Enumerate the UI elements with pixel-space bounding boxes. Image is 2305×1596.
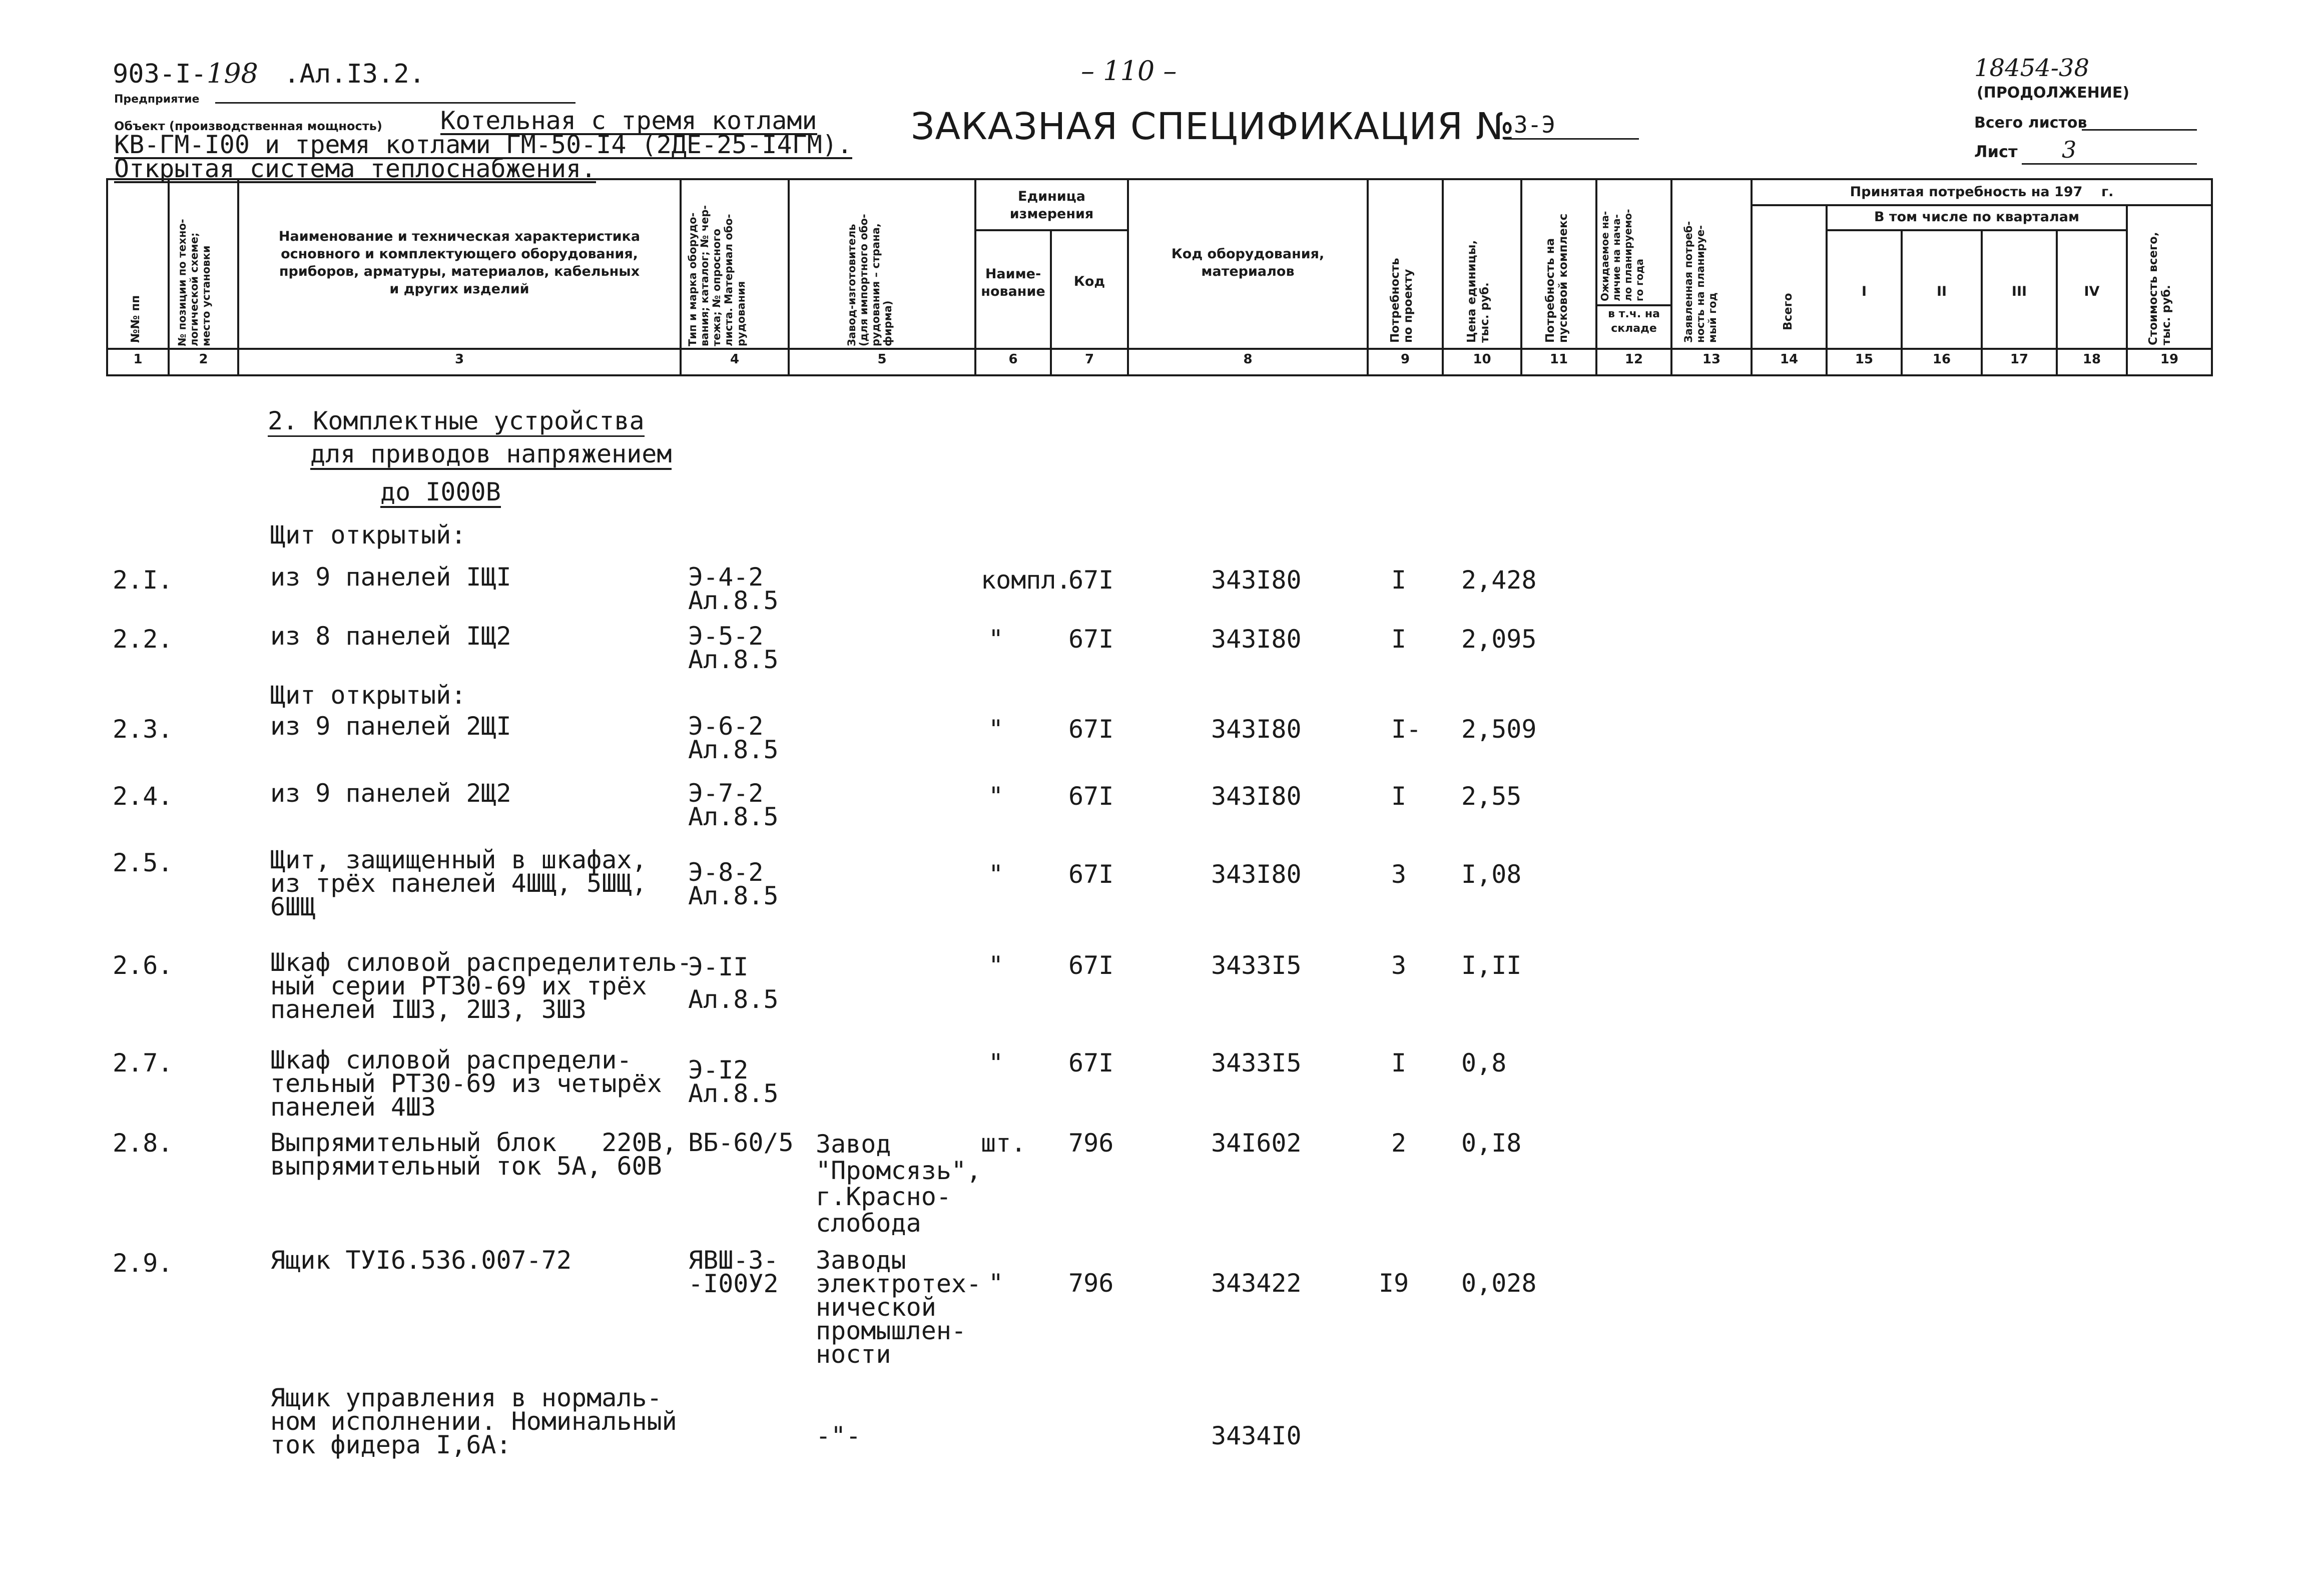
col-number-17: 17 [2010,352,2029,367]
col-number-7: 7 [1084,352,1094,367]
row-description: Шкаф силовой распределитель- ный серии РТЗ0-69 их трёх панелей IШЗ, 2ШЗ, 3ШЗ [270,948,692,1024]
col-number-11: 11 [1549,352,1568,367]
row-unit-code: 67I [1068,566,1114,595]
row-unit: " [988,625,1004,654]
doc-code-handwritten: 198 [206,58,258,89]
row-unit-code: 67I [1068,625,1114,654]
col-header-expected: Ожидаемое на- личие на нача- ло планируемо- го года [1599,209,1645,301]
row-description: из 9 панелей 2ЩI [270,712,511,741]
col-number-19: 19 [2160,352,2179,367]
row-price: 0,I8 [1461,1129,1522,1158]
row-unit: " [988,1048,1004,1078]
col-number-16: 16 [1932,352,1951,367]
continuation-label: (ПРОДОЛЖЕНИЕ) [1977,84,2130,102]
col-header-total: Всего [1782,293,1795,330]
object-label: Объект (производственная мощность) [114,119,382,133]
spec-number: 3-Э [1504,111,1639,140]
row-unit: " [988,715,1004,744]
row-quantity: 2 [1391,1129,1407,1158]
col-header-unit-code: Код [1073,274,1105,289]
col-header-cost: Стоимость всего, тыс. руб. [2147,232,2173,345]
album-ref: .Ал.I3.2. [284,59,425,89]
row-price: 0,028 [1461,1269,1537,1298]
row-description: Ящик ТУI6.536.007-72 [270,1246,572,1275]
section-title-line-1 [268,406,645,435]
row-code: 34I602 [1211,1129,1302,1158]
col-number-1: 1 [133,352,143,367]
spec-title: ЗАКАЗНАЯ СПЕЦИФИКАЦИЯ № [911,105,1515,148]
col-number-18: 18 [2082,352,2101,367]
row-unit-code: 67I [1068,715,1114,744]
row-quantity: I9 [1379,1269,1409,1298]
row-price: 2,55 [1461,782,1522,811]
row-quantity: I- [1391,715,1422,744]
row-quantity: I [1391,566,1407,595]
section-title-line-2: для приводов напряжением [310,440,672,470]
col-header-need: Потребность по проекту [1389,258,1415,343]
row-type: Э-II Ал.8.5 [688,952,779,1014]
col-number-4: 4 [730,352,740,367]
row-code: 3433I5 [1211,951,1302,980]
row-number: 2.I. [113,566,173,595]
object-line-1: Котельная с тремя котлами [440,106,817,135]
quarter-2-header: II [1936,284,1947,299]
row-number: 2.5. [113,848,173,877]
row-quantity: 3 [1391,860,1407,889]
col-header-in-stock: в т.ч. на складе [1608,308,1660,335]
col-header-num: №№ пп [129,295,142,343]
col-header-position: № позиции по техно- логической схеме; место установки [176,219,213,346]
row-code: 343422 [1211,1269,1302,1298]
col-number-2: 2 [199,352,208,367]
section-title-line-3: до I000В [380,478,501,508]
col-number-14: 14 [1780,352,1799,367]
col-header-description: Наименование и техническая характеристика основного и комплектующего оборудования, приборов, арматуры, материалов, кабельных и других изделий [278,229,641,297]
col-number-15: 15 [1855,352,1874,367]
col-header-declared: Заявленная потреб- ность на планируе- мый год [1682,221,1719,343]
row-code: 3434I0 [1211,1421,1302,1450]
col-number-5: 5 [877,352,887,367]
row-quantity: I [1391,782,1407,811]
row-type: Э-4-2 Ал.8.5 [688,563,779,615]
col-header-price: Цена единицы, тыс. руб. [1465,240,1492,343]
row-description: Шкаф силовой распредели- тельный РТЗ0-69 из четырёх панелей 4ШЗ [270,1045,662,1122]
col-header-unit-name: Наиме- нование [981,266,1045,300]
top-right-code: 18454-38 [1974,54,2089,82]
enterprise-label: Предприятие [114,93,200,106]
sheet-label: Лист [1974,142,2018,161]
page-number: – 110 – [1081,55,1177,87]
col-header-type: Тип и марка оборудо- вания; каталог; № чер- тежа; № опросного листа. Материал обо- рудования [687,205,747,346]
doc-code-prefix: 903-I- [113,59,207,89]
row-unit-code: 796 [1068,1269,1114,1298]
object-line-3: Открытая система теплоснабжения. [114,154,597,183]
row-code: 3433I5 [1211,1048,1302,1078]
row-description: Ящик управления в нормаль- ном исполнении. Номинальный ток фидера I,6А: [270,1383,677,1459]
row-price: I,08 [1461,860,1522,889]
row-description: из 9 панелей 2Щ2 [270,779,511,808]
subheading-open-panel-2: Щит открытый: [270,681,466,710]
section-title-text-1: 2. Комплектные устройства [268,406,645,437]
row-unit-code: 796 [1068,1129,1114,1158]
row-code: 343I80 [1211,625,1302,654]
col-number-12: 12 [1624,352,1643,367]
unit-group-header: Единица измерения [1009,189,1094,222]
row-maker: Заводы электротех- нической промышлен- ности [816,1246,982,1369]
row-unit-code: 67I [1068,1048,1114,1078]
quarter-4-header: IV [2084,284,2100,299]
col-number-3: 3 [454,352,464,367]
row-number: 2.6. [113,951,173,980]
total-sheets-label: Всего листов [1974,114,2087,132]
row-price: I,II [1461,951,1522,980]
row-unit: шт. [981,1129,1026,1158]
row-quantity: I [1391,625,1407,654]
row-code: 343I80 [1211,860,1302,889]
row-type: Э-8-2 Ал.8.5 [688,858,779,910]
row-maker: Завод "Промсязь", г.Красно- слобода [816,1130,982,1238]
sheet-number: 3 [2022,136,2197,165]
row-unit: компл. [981,566,1071,595]
row-unit-code: 67I [1068,782,1114,811]
row-price: 2,428 [1461,566,1537,595]
row-type: Э-7-2 Ал.8.5 [688,779,779,831]
row-type: Э-I2 Ал.8.5 [688,1055,779,1108]
row-number: 2.8. [113,1129,173,1158]
quarter-1-header: I [1861,284,1867,299]
row-number: 2.4. [113,782,173,811]
row-code: 343I80 [1211,715,1302,744]
row-unit-code: 67I [1068,951,1114,980]
quarters-group-header: В том числе по кварталам [1874,209,2080,225]
row-unit: " [988,951,1004,980]
col-header-code: Код оборудования, материалов [1171,246,1325,280]
col-number-9: 9 [1400,352,1410,367]
row-number: 2.3. [113,715,173,744]
row-price: 2,095 [1461,625,1537,654]
row-type: ЯВШ-3- -I00У2 [688,1246,779,1298]
row-number: 2.2. [113,625,173,654]
col-header-maker: Завод-изготовитель (для импортного обо- рудования – страна, фирма) [846,214,894,346]
row-price: 2,509 [1461,715,1537,744]
row-unit-code: 67I [1068,860,1114,889]
col-header-startup: Потребность на пусковой комплекс [1544,213,1570,343]
row-description: Выпрямительный блок 220В, выпрямительный ток 5А, 60В [270,1128,677,1181]
row-number: 2.7. [113,1048,173,1078]
col-number-8: 8 [1243,352,1253,367]
row-description: из 9 панелей IЩI [270,563,511,592]
row-quantity: I [1391,1048,1407,1078]
row-code: 343I80 [1211,566,1302,595]
row-type: Э-5-2 Ал.8.5 [688,622,779,674]
row-description: Щит, защищенный в шкафах, из трёх панелей 4ШЩ, 5ШЩ, 6ШЩ [270,845,647,921]
col-number-13: 13 [1702,352,1721,367]
row-unit: " [988,782,1004,811]
col-number-6: 6 [1008,352,1018,367]
row-number: 2.9. [113,1249,173,1278]
quarter-3-header: III [2011,284,2027,299]
row-description: из 8 панелей IЩ2 [270,622,511,651]
row-unit: " [988,1269,1004,1298]
row-quantity: 3 [1391,951,1407,980]
accepted-need-header: Принятая потребность на 197 г. [1850,184,2114,200]
object-line-2: КВ-ГМ-I00 и тремя котлами ГМ-50-I4 (2ДЕ-25-I4ГМ). [114,130,853,159]
row-code: 343I80 [1211,782,1302,811]
row-type: Э-6-2 Ал.8.5 [688,712,779,764]
row-type: ВБ-60/5 [688,1128,794,1157]
col-number-10: 10 [1473,352,1491,367]
row-unit: " [988,860,1004,889]
row-maker: -"- [816,1421,861,1450]
subheading-open-panel-1: Щит открытый: [270,520,466,550]
row-price: 0,8 [1461,1048,1507,1078]
